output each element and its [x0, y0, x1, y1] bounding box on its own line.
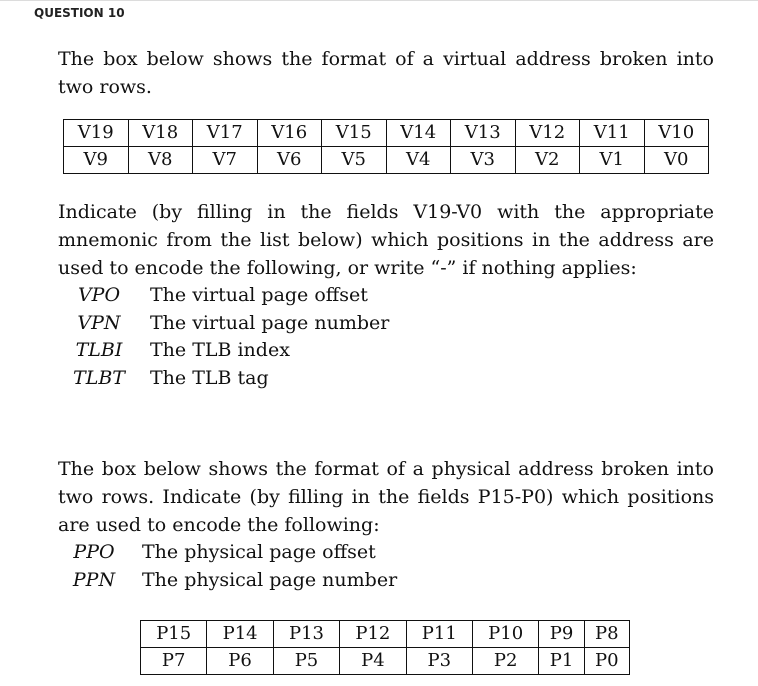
physical-bit-cell: P10 — [472, 621, 538, 648]
virtual-bit-cell: V8 — [128, 147, 193, 174]
mnemonic-row — [72, 538, 672, 566]
virtual-bit-cell: V3 — [451, 147, 516, 174]
virtual-instruction: Indicate (by filling in the fields V19-V0 with the appropriate mnemonic from the list below) which positions in the address are used to encode the following, or write “-” if nothing applies: — [58, 201, 714, 279]
virtual-bit-cell: V15 — [322, 120, 387, 147]
virtual-bit-cell: V6 — [257, 147, 322, 174]
mnemonic-description: The TLB tag — [150, 366, 269, 389]
virtual-bit-cell: V16 — [257, 120, 322, 147]
mnemonic-description: The virtual page number — [150, 311, 390, 334]
physical-bit-cell: P13 — [273, 621, 339, 648]
virtual-bit-cell: V9 — [64, 147, 129, 174]
virtual-bit-cell: V13 — [451, 120, 516, 147]
mnemonic-code: PPN — [72, 568, 116, 591]
virtual-bit-cell: V17 — [193, 120, 258, 147]
virtual-bit-cell: V10 — [644, 120, 709, 147]
virtual-address-table — [63, 119, 709, 174]
mnemonic-description: The physical page offset — [142, 541, 376, 563]
physical-bit-cell: P12 — [340, 621, 406, 648]
physical-bit-cell: P8 — [584, 621, 629, 648]
virtual-intro: The box below shows the format of a virtual address broken into two rows. — [58, 48, 714, 98]
physical-bit-cell: P4 — [340, 648, 406, 675]
physical-bit-cell: P6 — [207, 648, 273, 675]
physical-address-table — [140, 620, 630, 675]
physical-bit-cell: P15 — [141, 621, 207, 648]
question-label: QUESTION 10 — [34, 6, 125, 20]
mnemonic-code: TLBT — [73, 366, 125, 389]
physical-bit-cell: P2 — [472, 648, 538, 675]
mnemonic-row — [72, 566, 672, 594]
virtual-bit-cell: V19 — [64, 120, 129, 147]
physical-bit-cell: P3 — [406, 648, 472, 675]
mnemonic-row — [72, 309, 672, 337]
physical-bit-cell: P7 — [141, 648, 207, 675]
mnemonic-description: The physical page number — [142, 568, 398, 591]
physical-bit-cell: P9 — [539, 621, 584, 648]
mnemonic-code: TLBI — [75, 339, 123, 361]
virtual-bit-cell: V4 — [386, 147, 451, 174]
mnemonic-code: VPO — [77, 284, 121, 306]
virtual-bit-cell: V1 — [580, 147, 645, 174]
virtual-bit-cell: V5 — [322, 147, 387, 174]
mnemonic-description: The TLB index — [150, 339, 290, 361]
virtual-bit-cell: V12 — [515, 120, 580, 147]
virtual-bit-cell: V14 — [386, 120, 451, 147]
physical-row-upper — [141, 621, 630, 648]
physical-bit-cell: P5 — [273, 648, 339, 675]
virtual-bit-cell: V7 — [193, 147, 258, 174]
virtual-bit-cell: V0 — [644, 147, 709, 174]
mnemonic-row — [72, 364, 672, 392]
physical-bit-cell: P14 — [207, 621, 273, 648]
virtual-bit-cell: V11 — [580, 120, 645, 147]
physical-bit-cell: P11 — [406, 621, 472, 648]
mnemonic-row — [72, 336, 672, 364]
mnemonic-code: PPO — [73, 541, 115, 563]
mnemonic-code: VPN — [77, 311, 121, 334]
virtual-bit-cell: V2 — [515, 147, 580, 174]
physical-bit-cell: P0 — [584, 648, 629, 675]
virtual-bit-cell: V18 — [128, 120, 193, 147]
top-divider — [0, 0, 758, 1]
physical-bit-cell: P1 — [539, 648, 584, 675]
physical-row-lower — [141, 648, 630, 675]
mnemonic-row — [72, 281, 672, 309]
physical-intro: The box below shows the format of a physical address broken into two rows. Indicate (by filling in the fields P15-P0) which positions are used to encode the following: — [58, 458, 714, 536]
virtual-row-upper — [64, 120, 709, 147]
virtual-row-lower — [64, 147, 709, 174]
mnemonic-description: The virtual page offset — [150, 284, 368, 306]
